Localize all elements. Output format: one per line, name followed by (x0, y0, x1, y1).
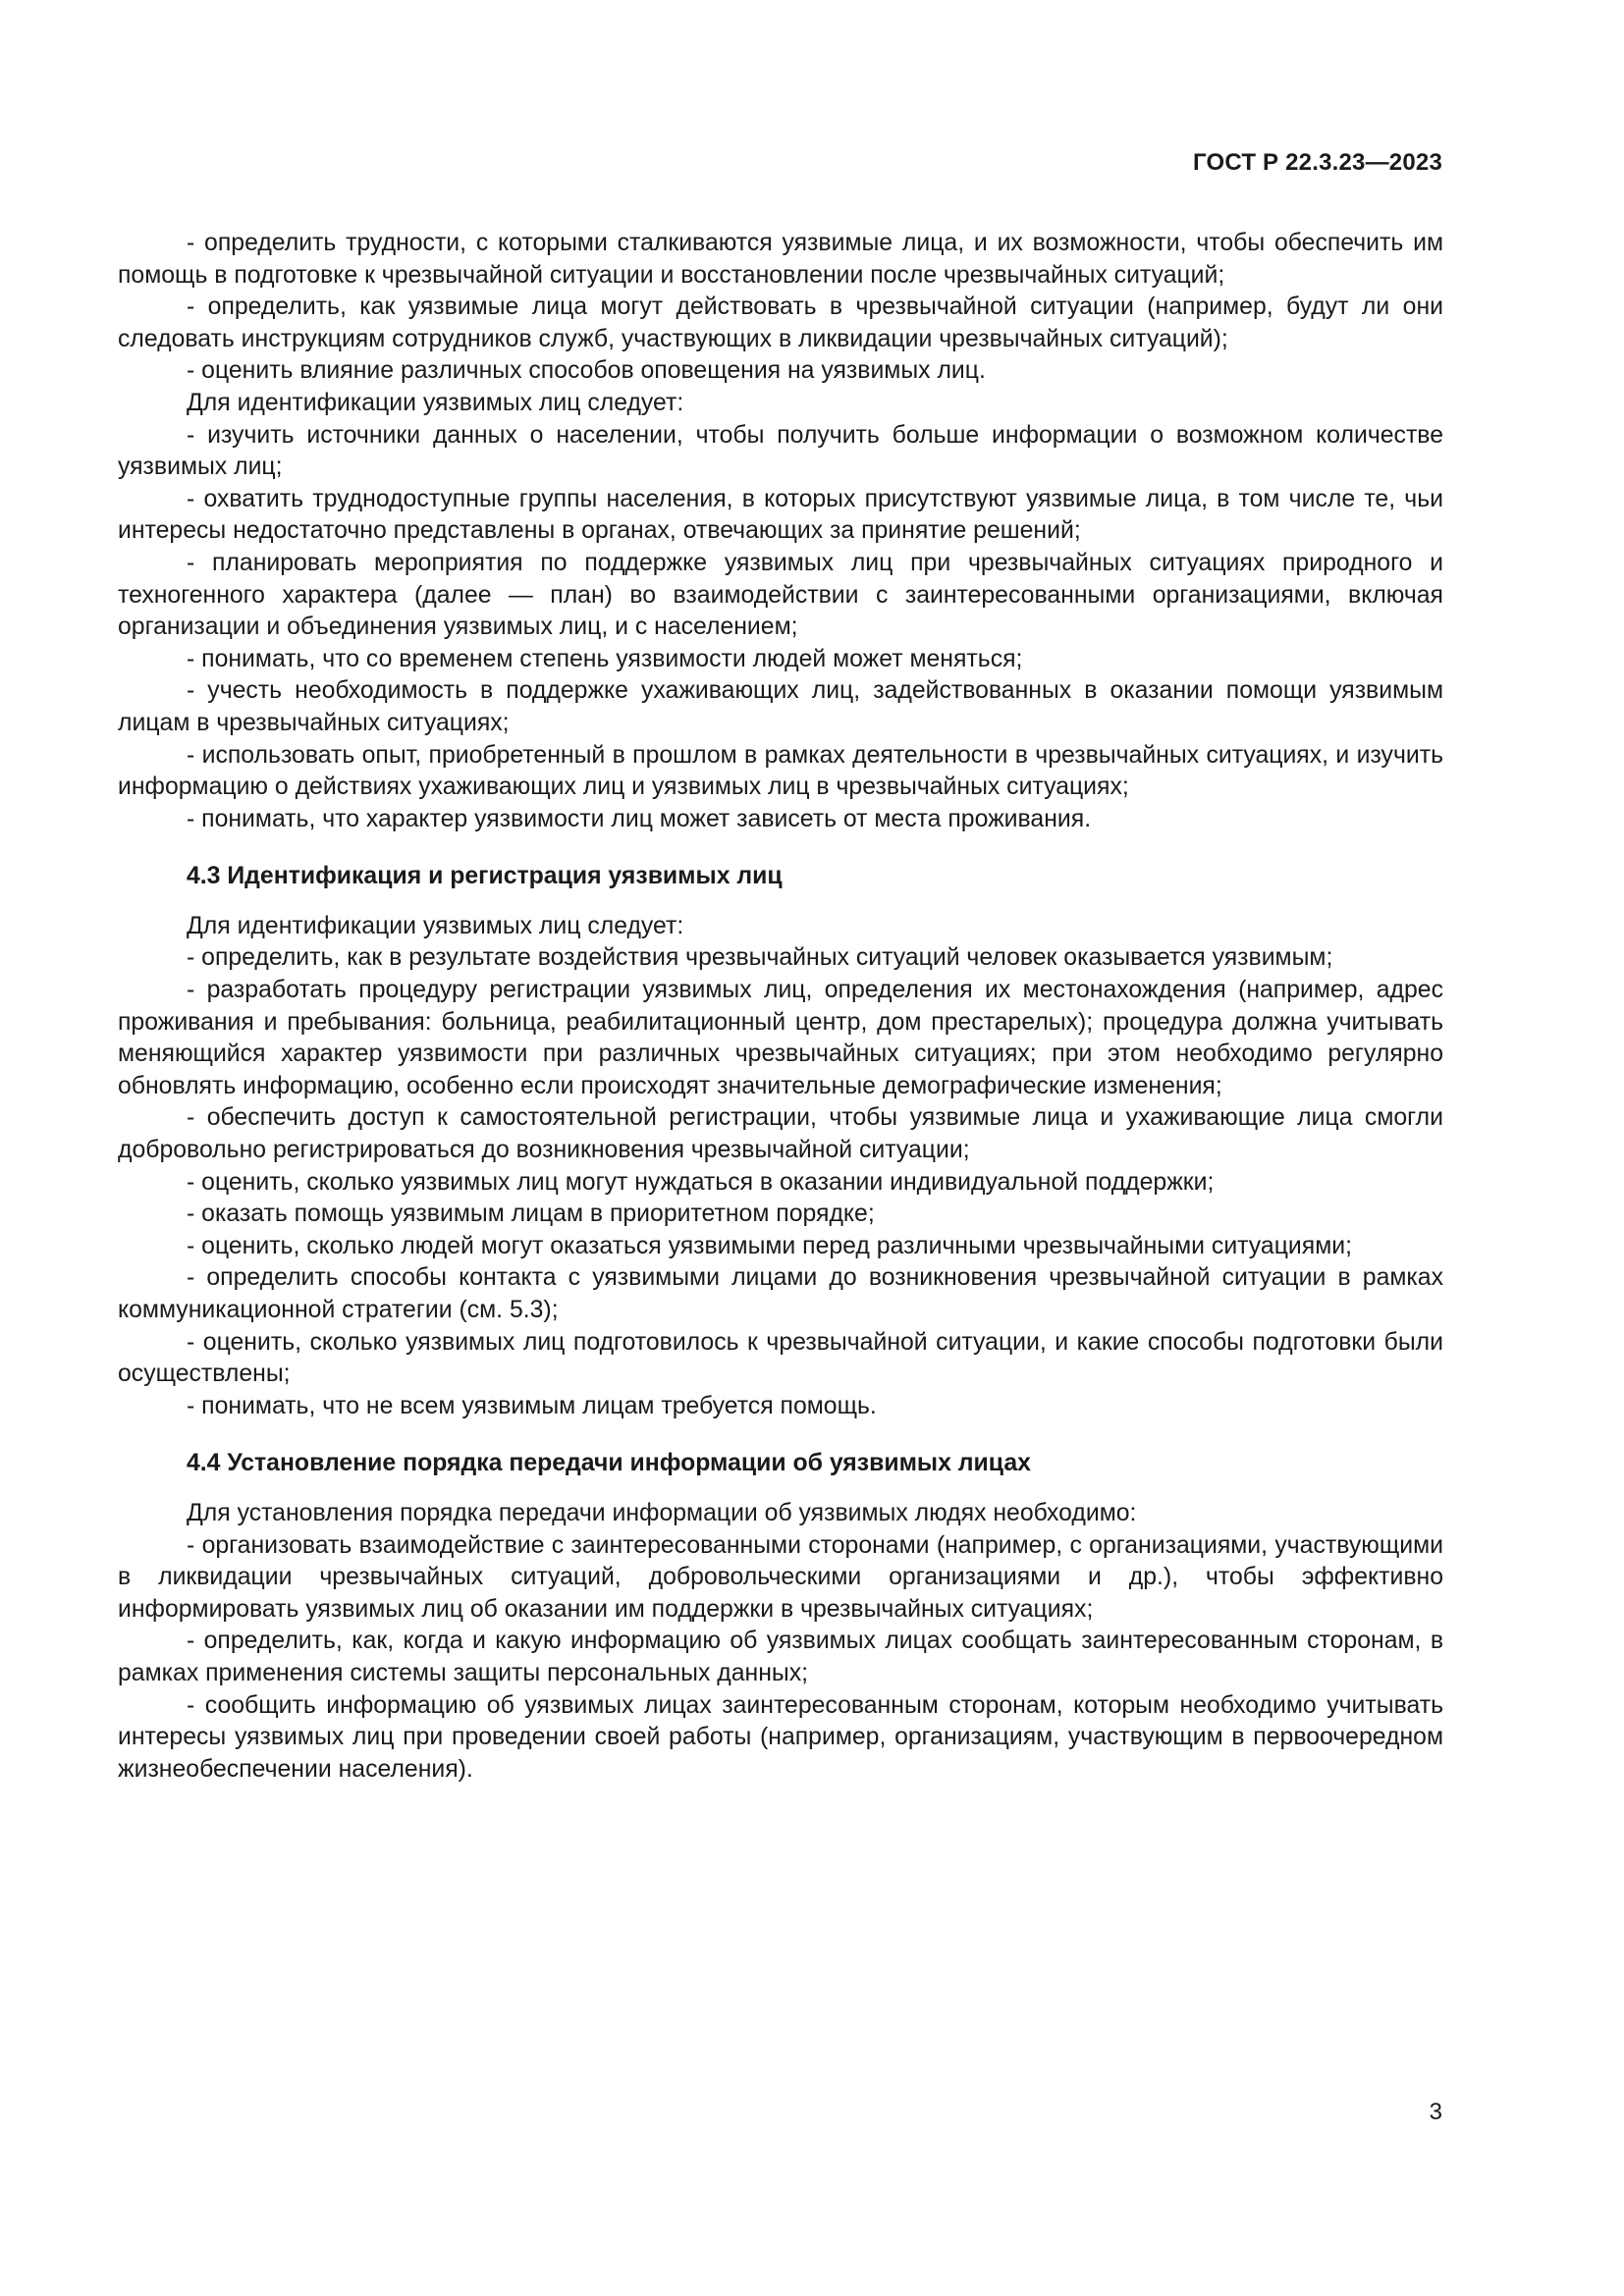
paragraph: - оценить, сколько уязвимых лиц подготовилось к чрезвычайной ситуации, и какие способы подготовки были осуществлены; (118, 1328, 1443, 1388)
paragraph: - определить, как, когда и какую информацию об уязвимых лицах сообщать заинтересованным сторонам, в рамках применения системы защиты персональных данных; (118, 1628, 1443, 1686)
standard-designation: ГОСТ Р 22.3.23—2023 (1193, 149, 1442, 176)
paragraph: - оказать помощь уязвимым лицам в приоритетном порядке; (187, 1201, 875, 1228)
paragraph: - понимать, что со временем степень уязвимости людей может меняться; (187, 645, 1023, 672)
paragraph: - сообщить информацию об уязвимых лицах заинтересованным сторонам, которым необходимо учитывать интересы уязвимых лиц при проведении своей работы (например, организациям, участвующим в первоочередном жизнеобеспечении населения). (118, 1691, 1443, 1783)
page-number: 3 (1429, 2099, 1442, 2125)
paragraph: - изучить источники данных о населении, чтобы получить больше информации о возможном количестве уязвимых лиц; (118, 421, 1443, 481)
paragraph: - определить, как уязвимые лица могут действовать в чрезвычайной ситуации (например, будут ли они следовать инструкциям сотрудников служб, участвующих в ликвидации чрезвычайных ситуаций); (118, 294, 1443, 352)
paragraph: - определить способы контакта с уязвимыми лицами до возникновения чрезвычайной ситуации в рамках коммуникационной стратегии (см. 5.3); (118, 1264, 1443, 1323)
paragraph: - организовать взаимодействие с заинтересованными сторонами (например, с организациями, участвующими в ликвидации чрезвычайных ситуаций, добровольческими организациями и др.), чтобы эффективно информировать уязвимых лиц об оказании им поддержки в чрезвычайных ситуациях; (118, 1531, 1443, 1623)
paragraph: - учесть необходимость в поддержке ухаживающих лиц, задействованных в оказании помощи уязвимым лицам в чрезвычайных ситуациях; (118, 677, 1443, 736)
section-heading-4-3: 4.3 Идентификация и регистрация уязвимых лиц (187, 863, 783, 890)
paragraph: - оценить, сколько уязвимых лиц могут нуждаться в оказании индивидуальной поддержки; (187, 1168, 1215, 1196)
paragraph: - понимать, что характер уязвимости лиц может зависеть от места проживания. (187, 805, 1092, 832)
paragraph: Для установления порядка передачи информации об уязвимых людях необходимо: (187, 1499, 1137, 1526)
paragraph: - использовать опыт, приобретенный в прошлом в рамках деятельности в чрезвычайных ситуациях, и изучить информацию о действиях ухаживающих лиц и уязвимых лиц в чрезвычайных ситуациях; (118, 741, 1443, 801)
paragraph: - определить трудности, с которыми сталкиваются уязвимые лица, и их возможности, чтобы обеспечить им помощь в подготовке к чрезвычайной ситуации и восстановлении после чрезвычайных ситуаций; (118, 230, 1443, 289)
paragraph: - обеспечить доступ к самостоятельной регистрации, чтобы уязвимые лица и ухаживающие лица смогли добровольно регистрироваться до возникновения чрезвычайной ситуации; (118, 1104, 1443, 1164)
paragraph: Для идентификации уязвимых лиц следует: (187, 912, 684, 939)
paragraph: Для идентификации уязвимых лиц следует: (187, 389, 684, 416)
section-heading-4-4: 4.4 Установление порядка передачи информации об уязвимых лицах (187, 1450, 1031, 1477)
paragraph: - планировать мероприятия по поддержке уязвимых лиц при чрезвычайных ситуациях природного и техногенного характера (далее — план) во взаимодействии с заинтересованными организациями, включая организации и объединения уязвимых лиц, и с населением; (118, 549, 1443, 641)
paragraph: - определить, как в результате воздействия чрезвычайных ситуаций человек оказывается уязвимым; (187, 944, 1333, 972)
paragraph: - разработать процедуру регистрации уязвимых лиц, определения их местонахождения (например, адрес проживания и пребывания: больница, реабилитационный центр, дом престарелых); процедура должна учитывать меняющийся характер уязвимости при различных чрезвычайных ситуациях; при этом необходимо регулярно обновлять информацию, особенно если происходят значительные демографические изменения; (118, 977, 1443, 1099)
paragraph: - оценить, сколько людей могут оказаться уязвимыми перед различными чрезвычайными ситуациями; (187, 1232, 1352, 1259)
paragraph: - понимать, что не всем уязвимым лицам требуется помощь. (187, 1392, 877, 1419)
paragraph: - охватить труднодоступные группы населения, в которых присутствуют уязвимые лица, в том числе те, чьи интересы недостаточно представлены в органах, отвечающих за принятие решений; (118, 485, 1443, 545)
document-body (118, 228, 1443, 1786)
paragraph: - оценить влияние различных способов оповещения на уязвимых лиц. (187, 357, 986, 385)
